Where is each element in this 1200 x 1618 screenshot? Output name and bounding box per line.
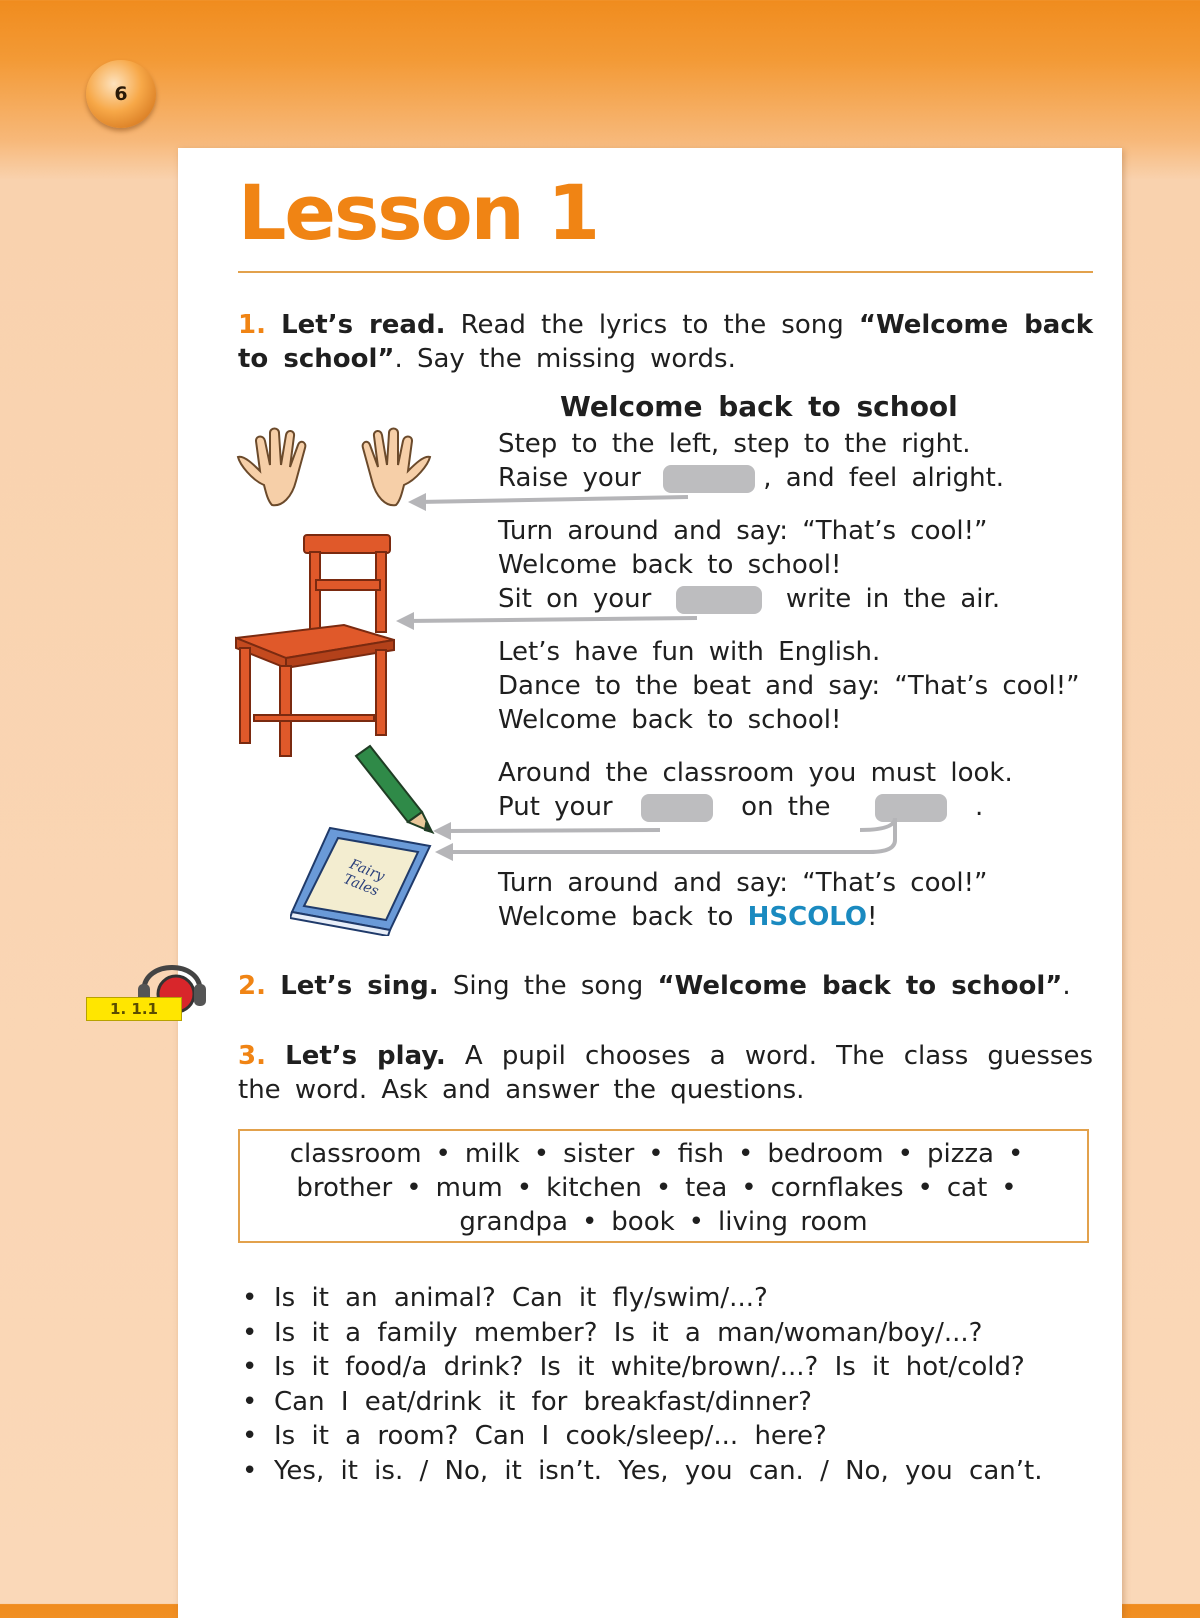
lesson-title: Lesson 1 (238, 168, 599, 257)
task-3-text: A pupil chooses a word. The class guesses the word. Ask and answer the questions. (238, 1041, 1093, 1105)
lyric-text: on the (741, 792, 831, 822)
word-separator: • (516, 1173, 533, 1203)
question-list (238, 1281, 1098, 1488)
task-3-number: 3. (238, 1041, 266, 1071)
word-separator: • (1007, 1139, 1024, 1169)
task-2-lead: Let’s sing. (280, 971, 439, 1001)
book-title: Fairy Tales (341, 856, 387, 900)
task-2-song-quote: “Welcome back to school” (657, 971, 1063, 1001)
pencil-icon (352, 742, 442, 837)
task-1-number: 1. (238, 310, 266, 340)
word-separator: • (688, 1207, 705, 1237)
word-separator: • (533, 1139, 550, 1169)
lyric-text: ! (867, 902, 878, 932)
lyric-text: . (975, 792, 984, 822)
word-item: cat (946, 1173, 988, 1203)
word-box-line (240, 1137, 1087, 1171)
arrow-line (445, 818, 895, 852)
lyric-text: Raise your (498, 463, 641, 493)
task-3-instruction (238, 1039, 1093, 1107)
arrow-line (443, 830, 660, 831)
word-item: grandpa (459, 1207, 568, 1237)
lyric-text: write in the air. (785, 584, 1001, 614)
lyric-line: Turn around and say: “That’s cool!” (498, 868, 988, 898)
word-separator: • (897, 1139, 913, 1169)
word-item: brother (296, 1173, 393, 1203)
word-item: living room (718, 1207, 868, 1237)
word-separator: • (648, 1139, 664, 1169)
word-separator: • (581, 1207, 598, 1237)
word-item: bedroom (767, 1139, 884, 1169)
lyric-line: Welcome back to school! (498, 705, 842, 735)
audio-track-label: 1. 1.1 (86, 997, 182, 1021)
list-item: • Is it food/a drink? Is it white/brown/...? Is it hot/cold? (238, 1350, 1098, 1385)
word-separator: • (435, 1139, 451, 1169)
word-box-line (240, 1171, 1087, 1205)
lyric-text: Sit on your (498, 584, 652, 614)
word-box (238, 1129, 1089, 1243)
word-item: pizza (926, 1139, 994, 1169)
page-number: 6 (86, 60, 156, 128)
word-item: tea (685, 1173, 728, 1203)
word-item: milk (464, 1139, 520, 1169)
lyric-line: Turn around and say: “That’s cool!” (498, 516, 988, 546)
task-1-lead: Let’s read. (281, 310, 446, 340)
arrow-line (418, 497, 688, 502)
list-item: • Is it an animal? Can it fly/swim/...? (238, 1281, 1098, 1316)
lyric-text: Put your (498, 792, 613, 822)
lyric-line: Dance to the beat and say: “That’s cool!” (498, 671, 1080, 701)
task-3-lead: Let’s play. (285, 1041, 446, 1071)
list-item: • Is it a family member? Is it a man/woman/boy/...? (238, 1316, 1098, 1351)
word-item: kitchen (546, 1173, 642, 1203)
lyric-line: Around the classroom you must look. (498, 758, 1013, 788)
chair-icon (234, 530, 404, 760)
task-1-text-b: . Say the missing words. (394, 344, 736, 374)
word-box-line (240, 1205, 1087, 1239)
word-item: fish (677, 1139, 725, 1169)
word-separator: • (655, 1173, 672, 1203)
list-item: • Is it a room? Can I cook/sleep/... here? (238, 1419, 1098, 1454)
word-separator: • (738, 1139, 754, 1169)
task-2-text-a: Sing the song (452, 971, 644, 1001)
list-item: • Yes, it is. / No, it isn’t. Yes, you can. / No, you can’t. (238, 1454, 1098, 1489)
scrambled-word: HSCOLO (747, 902, 868, 932)
word-item: classroom (289, 1139, 422, 1169)
task-1-text-a: Read the lyrics to the song (460, 310, 844, 340)
arrow-line (406, 618, 697, 621)
word-separator: • (406, 1173, 422, 1203)
word-separator: • (917, 1173, 933, 1203)
lyric-line: Let’s have fun with English. (498, 637, 881, 667)
task-2-number: 2. (238, 971, 266, 1001)
list-item: • Can I eat/drink it for breakfast/dinner? (238, 1385, 1098, 1420)
word-item: mum (435, 1173, 503, 1203)
hands-icon (234, 425, 434, 525)
lyric-line: Welcome back to school! (498, 550, 842, 580)
lyric-text: , and feel alright. (763, 463, 1005, 493)
word-item: cornflakes (770, 1173, 904, 1203)
song-title: Welcome back to school (560, 390, 958, 423)
book-illustration (290, 826, 440, 936)
word-item: book (611, 1207, 675, 1237)
task-1-song-quote: “Welcome back to school” (238, 310, 1094, 374)
lyric-text: Welcome back to (498, 902, 734, 932)
word-item: sister (563, 1139, 635, 1169)
word-separator: • (741, 1173, 757, 1203)
lyric-line: Step to the left, step to the right. (498, 429, 971, 459)
task-2-text-b: . (1062, 971, 1071, 1001)
task-2-instruction (238, 969, 1093, 1003)
word-separator: • (1001, 1173, 1017, 1203)
